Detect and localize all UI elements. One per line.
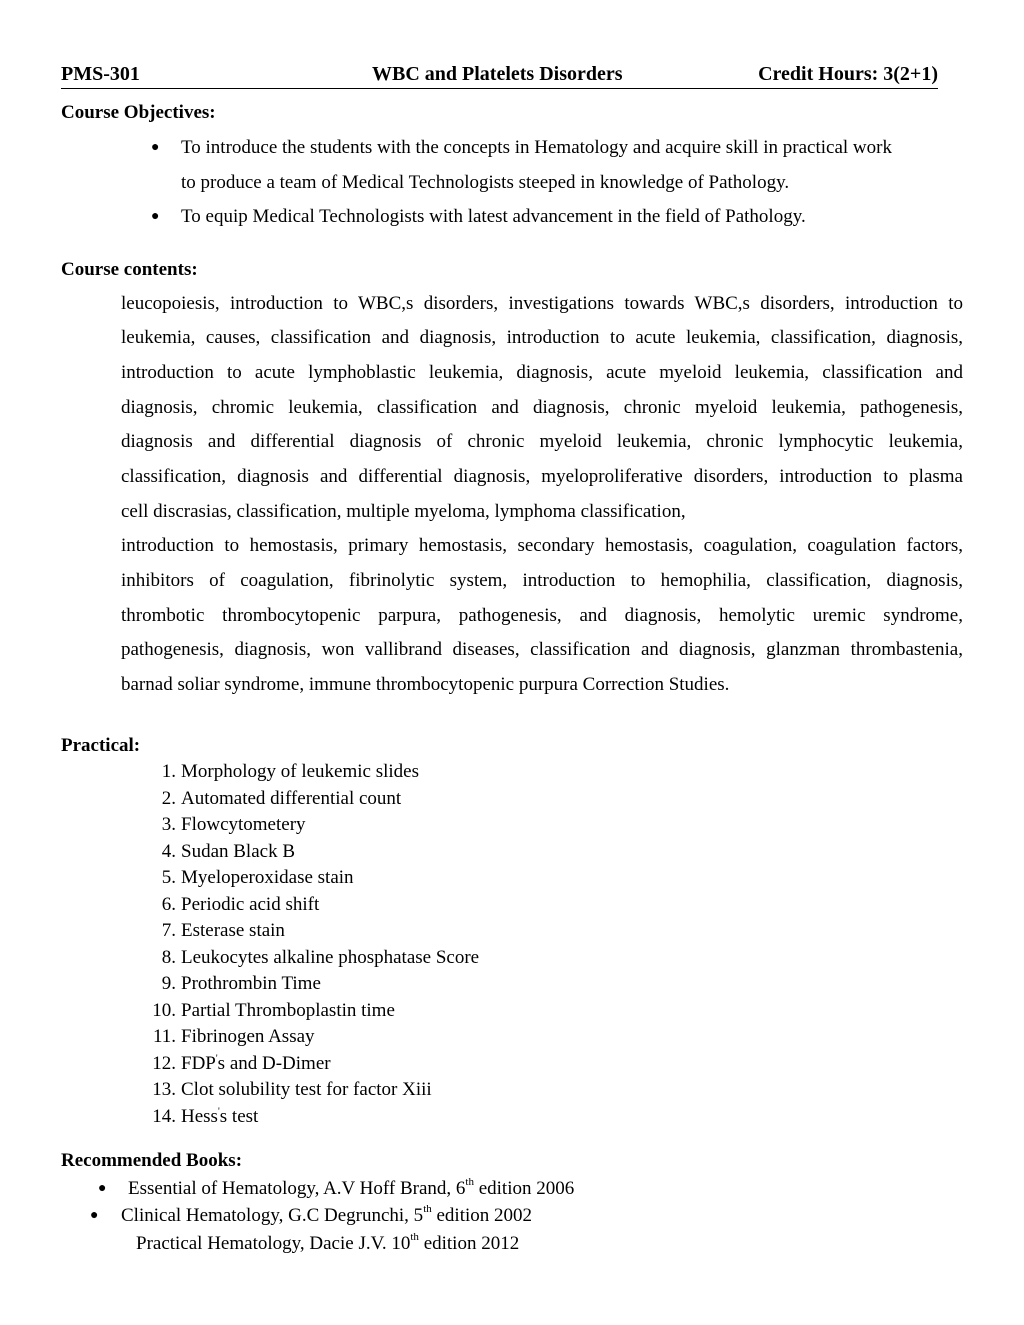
objectives-heading: Course Objectives: bbox=[61, 102, 216, 123]
list-number: 5. bbox=[161, 867, 176, 888]
practical-item: Myeloperoxidase stain bbox=[181, 867, 354, 888]
list-number: 6. bbox=[161, 894, 176, 915]
practical-item bbox=[181, 1053, 331, 1075]
book-1 bbox=[128, 1175, 575, 1200]
apostrophe-mark: ' bbox=[215, 1053, 218, 1065]
list-number: 1. bbox=[161, 761, 176, 782]
contents-line: inhibitors of coagulation, fibrinolytic system, introduction to hemophilia, classification, diagnosis, bbox=[121, 570, 963, 591]
contents-line: classification, diagnosis and differential diagnosis, myeloproliferative disorders, introduction to plasma bbox=[121, 466, 963, 487]
book-text: Clinical Hematology, G.C Degrunchi, 5 bbox=[121, 1205, 424, 1226]
bullet-icon: ● bbox=[98, 1181, 107, 1196]
contents-line: barnad soliar syndrome, immune thrombocytopenic purpura Correction Studies. bbox=[121, 674, 730, 695]
item-text-rest: s and D-Dimer bbox=[217, 1053, 331, 1074]
practical-item: Prothrombin Time bbox=[181, 973, 321, 994]
list-number: 4. bbox=[161, 841, 176, 862]
bullet-icon: ● bbox=[151, 209, 160, 224]
superscript: th bbox=[465, 1175, 474, 1188]
objective-1-line-2: to produce a team of Medical Technologists steeped in knowledge of Pathology. bbox=[181, 172, 790, 193]
apostrophe-mark: ' bbox=[217, 1106, 220, 1118]
practical-item: Fibrinogen Assay bbox=[181, 1026, 315, 1047]
contents-line: thrombotic thrombocytopenic parpura, pathogenesis, and diagnosis, hemolytic uremic syndrome, bbox=[121, 605, 963, 626]
practical-item: Esterase stain bbox=[181, 920, 285, 941]
list-number: 3. bbox=[161, 814, 176, 835]
practical-item bbox=[181, 1106, 258, 1128]
book-edition: edition 2006 bbox=[473, 1178, 575, 1199]
contents-line: introduction to hemostasis, primary hemostasis, secondary hemostasis, coagulation, coagulation factors, bbox=[121, 535, 963, 556]
list-number: 10. bbox=[152, 1000, 176, 1021]
credit-hours: Credit Hours: 3(2+1) bbox=[758, 63, 938, 85]
list-number: 14. bbox=[152, 1106, 176, 1127]
item-text-rest: s test bbox=[219, 1106, 259, 1127]
list-number: 2. bbox=[161, 788, 176, 809]
contents-line: diagnosis, chromic leukemia, classification and diagnosis, chronic myeloid leukemia, pathogenesis, bbox=[121, 397, 963, 418]
objective-1-line-1: To introduce the students with the concepts in Hematology and acquire skill in practical work bbox=[181, 137, 892, 158]
list-number: 11. bbox=[152, 1026, 176, 1047]
practical-item: Flowcytometery bbox=[181, 814, 306, 835]
contents-line: leucopoiesis, introduction to WBC,s disorders, investigations towards WBC,s disorders, introduction to bbox=[121, 293, 963, 314]
practical-item: Automated differential count bbox=[181, 788, 402, 809]
list-number: 7. bbox=[161, 920, 176, 941]
practical-item: Partial Thromboplastin time bbox=[181, 1000, 395, 1021]
contents-heading: Course contents: bbox=[61, 259, 198, 280]
practical-item: Morphology of leukemic slides bbox=[181, 761, 419, 782]
contents-line: diagnosis and differential diagnosis of chronic myeloid leukemia, chronic lymphocytic leukemia, bbox=[121, 431, 963, 452]
contents-line: cell discrasias, classification, multiple myeloma, lymphoma classification, bbox=[121, 501, 686, 522]
bullet-icon: ● bbox=[151, 140, 160, 155]
practical-item: Leukocytes alkaline phosphatase Score bbox=[181, 947, 480, 968]
book-text: Practical Hematology, Dacie J.V. 10 bbox=[136, 1233, 411, 1254]
list-number: 8. bbox=[161, 947, 176, 968]
objective-2: To equip Medical Technologists with latest advancement in the field of Pathology. bbox=[181, 206, 806, 227]
contents-line: pathogenesis, diagnosis, won vallibrand diseases, classification and diagnosis, glanzman thrombastenia, bbox=[121, 639, 963, 660]
bullet-icon: ● bbox=[90, 1208, 99, 1223]
superscript: th bbox=[410, 1230, 419, 1243]
list-number: 12. bbox=[152, 1053, 176, 1074]
course-title: WBC and Platelets Disorders bbox=[372, 63, 623, 85]
book-text: Essential of Hematology, A.V Hoff Brand, 6 bbox=[128, 1178, 466, 1199]
practical-heading: Practical: bbox=[61, 735, 141, 756]
books-heading: Recommended Books: bbox=[61, 1150, 243, 1171]
item-text: Hess bbox=[181, 1106, 218, 1127]
practical-item: Clot solubility test for factor Xiii bbox=[181, 1079, 432, 1100]
book-2 bbox=[121, 1202, 533, 1227]
course-code: PMS-301 bbox=[61, 63, 140, 85]
item-text: FDP bbox=[181, 1053, 216, 1074]
superscript: th bbox=[423, 1202, 432, 1215]
practical-item: Periodic acid shift bbox=[181, 894, 320, 915]
practical-item: Sudan Black B bbox=[181, 841, 295, 862]
contents-line: leukemia, causes, classification and diagnosis, introduction to acute leukemia, classification, diagnosis, bbox=[121, 327, 963, 348]
list-number: 13. bbox=[152, 1079, 176, 1100]
course-header bbox=[61, 62, 938, 89]
contents-line: introduction to acute lymphoblastic leukemia, diagnosis, acute myeloid leukemia, classification and bbox=[121, 362, 963, 383]
book-3 bbox=[136, 1230, 520, 1255]
book-edition: edition 2002 bbox=[431, 1205, 533, 1226]
book-edition: edition 2012 bbox=[418, 1233, 520, 1254]
list-number: 9. bbox=[161, 973, 176, 994]
